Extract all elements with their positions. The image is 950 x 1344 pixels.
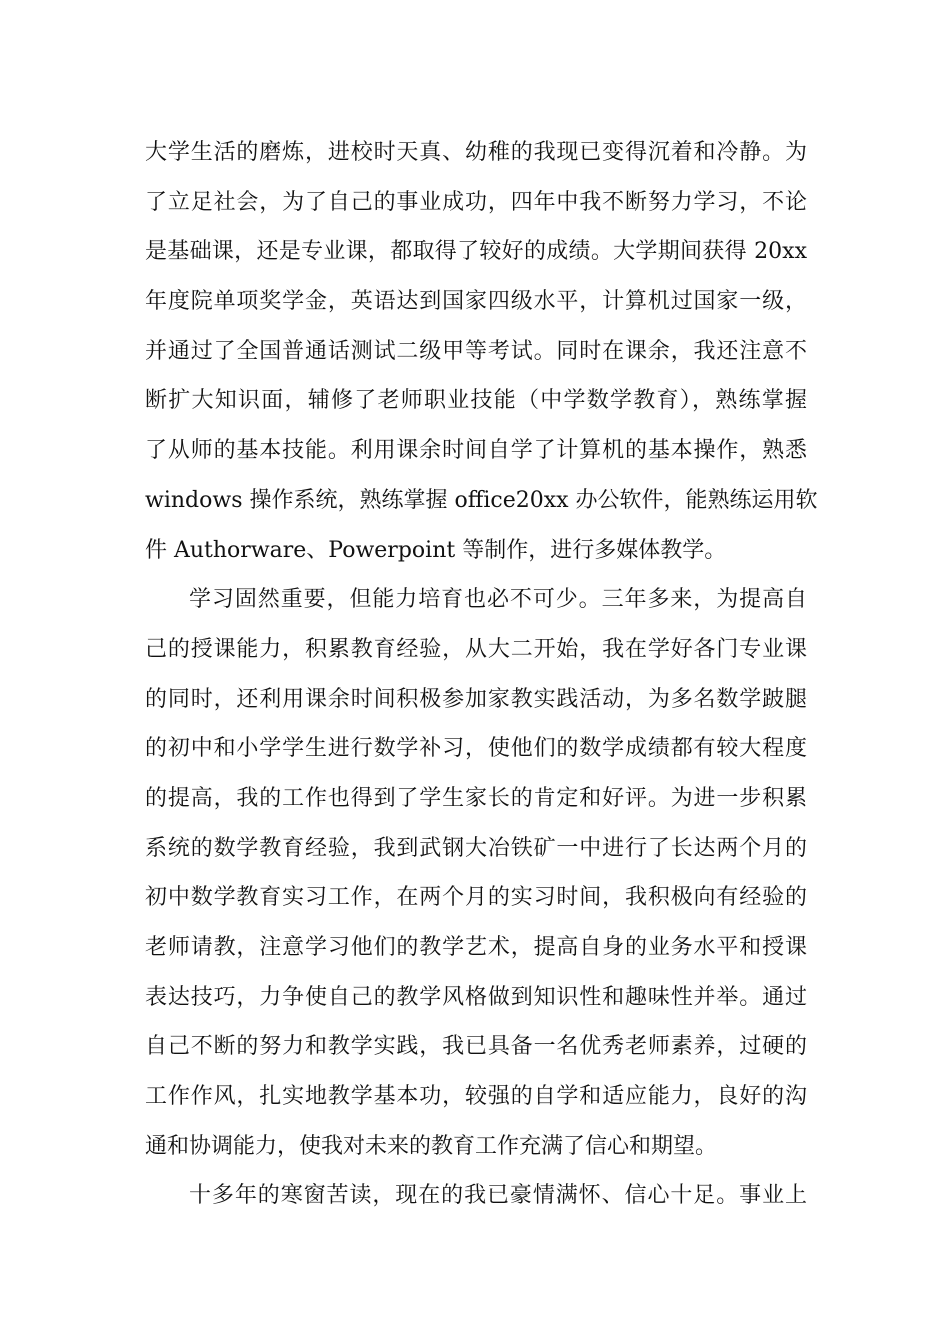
text-line: 己的授课能力，积累教育经验，从大二开始，我在学好各门专业课 [145, 636, 807, 662]
text-line: 表达技巧，力争使自己的教学风格做到知识性和趣味性并举。通过 [145, 984, 807, 1010]
text-line: 的初中和小学学生进行数学补习，使他们的数学成绩都有较大程度 [145, 736, 807, 762]
text-line: 的同时，还利用课余时间积极参加家教实践活动，为多名数学跛腿 [145, 686, 807, 712]
text-line: 大学生活的磨炼，进校时天真、幼稚的我现已变得沉着和冷静。为 [145, 140, 807, 165]
document-body [145, 128, 818, 1221]
text-line: 老师请教，注意学习他们的教学艺术，提高自身的业务水平和授课 [145, 935, 807, 960]
text-line: 自己不断的努力和教学实践，我已具备一名优秀老师素养，过硬的 [145, 1034, 807, 1060]
text-line: 了从师的基本技能。利用课余时间自学了计算机的基本操作，熟悉 [145, 438, 807, 464]
text-line: 断扩大知识面，辅修了老师职业技能（中学数学教育），熟练掌握 [145, 388, 807, 414]
paragraph-end-line: 通和协调能力，使我对未来的教育工作充满了信心和期望。 [145, 1133, 718, 1159]
text-line: 系统的数学教育经验，我到武钢大冶铁矿一中进行了长达两个月的 [145, 835, 807, 861]
paragraph-end-line: 件 Authorware、Powerpoint 等制作，进行多媒体教学。 [145, 537, 727, 563]
text-line: 并通过了全国普通话测试二级甲等考试。同时在课余，我还注意不 [145, 338, 807, 364]
text-line: windows 操作系统，熟练掌握 office20xx 办公软件，能熟练运用软 [145, 487, 818, 513]
text-line: 的提高，我的工作也得到了学生家长的肯定和好评。为进一步积累 [145, 785, 807, 811]
text-line: 是基础课，还是专业课，都取得了较好的成绩。大学期间获得 20xx [145, 239, 807, 265]
paragraph-first-line: 十多年的寒窗苦读，现在的我已豪情满怀、信心十足。事业上 [189, 1183, 807, 1209]
paragraph-first-line: 学习固然重要，但能力培育也必不可少。三年多来，为提高自 [189, 587, 807, 613]
text-line: 了立足社会，为了自己的事业成功，四年中我不断努力学习，不论 [145, 189, 807, 215]
text-line: 初中数学教育实习工作，在两个月的实习时间，我积极向有经验的 [145, 885, 807, 911]
text-line: 工作作风，扎实地教学基本功，较强的自学和适应能力，良好的沟 [145, 1084, 807, 1110]
text-line: 年度院单项奖学金，英语达到国家四级水平，计算机过国家一级， [145, 289, 807, 315]
